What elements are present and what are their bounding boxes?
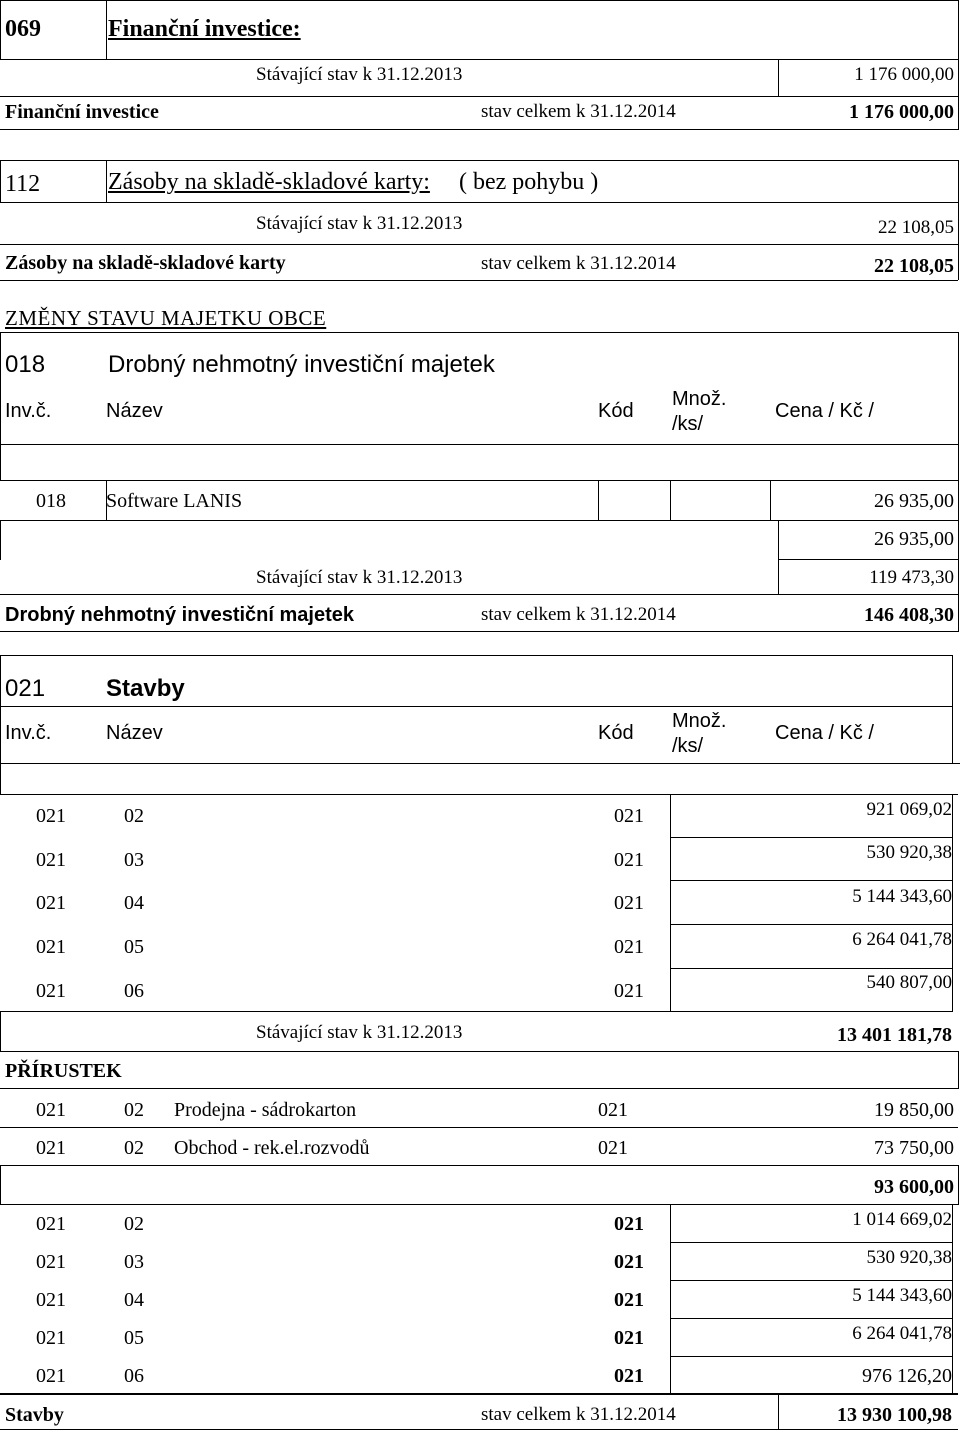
- row-inv: 021: [36, 849, 66, 871]
- row-kod: 021: [598, 1137, 628, 1159]
- prirustek-label: PŘÍRUSTEK: [5, 1060, 122, 1082]
- row-value: 976 126,20: [862, 1365, 952, 1387]
- header-kod: Kód: [598, 722, 634, 744]
- stav-2013-label: Stávající stav k 31.12.2013: [256, 1022, 463, 1043]
- header-mnoz: Množ.: [672, 710, 727, 732]
- stav-2013-value: 119 473,30: [869, 567, 954, 588]
- item-inv: 018: [36, 490, 66, 512]
- row-value: 6 264 041,78: [852, 1323, 952, 1344]
- stav-2013-value: 13 401 181,78: [837, 1024, 952, 1046]
- header-cena: Cena / Kč /: [775, 400, 874, 422]
- row-kod: 021: [614, 849, 644, 871]
- header-inv: Inv.č.: [5, 722, 52, 744]
- row-sub: 06: [124, 980, 144, 1002]
- row-kod: 021: [614, 1327, 644, 1349]
- row-name: Prodejna - sádrokarton: [174, 1099, 357, 1121]
- row-value: 921 069,02: [866, 799, 952, 820]
- row-inv: 021: [36, 1327, 66, 1349]
- row-name: Obchod - rek.el.rozvodů: [174, 1137, 370, 1159]
- total-label: Zásoby na skladě-skladové karty: [5, 252, 286, 274]
- row-sub: 02: [124, 1099, 144, 1121]
- header-inv: Inv.č.: [5, 400, 52, 422]
- row-kod: 021: [598, 1099, 628, 1121]
- total-value: 146 408,30: [864, 604, 954, 626]
- row-inv: 021: [36, 1099, 66, 1121]
- row-sub: 05: [124, 936, 144, 958]
- row-value: 530 920,38: [866, 1247, 952, 1268]
- row-sub: 03: [124, 1251, 144, 1273]
- row-kod: 021: [614, 1251, 644, 1273]
- row-sub: 06: [124, 1365, 144, 1387]
- row-inv: 021: [36, 892, 66, 914]
- row-sub: 02: [124, 1137, 144, 1159]
- row-inv: 021: [36, 1251, 66, 1273]
- total-value: 1 176 000,00: [849, 101, 954, 123]
- stav-2013-label: Stávající stav k 31.12.2013: [256, 567, 463, 588]
- section-code: 018: [5, 351, 46, 378]
- row-kod: 021: [614, 805, 644, 827]
- row-inv: 021: [36, 1137, 66, 1159]
- row-sub: 04: [124, 1289, 144, 1311]
- section-title: Stavby: [106, 675, 185, 702]
- row-inv: 021: [36, 980, 66, 1002]
- row-value: 5 144 343,60: [852, 1285, 952, 1306]
- row-value: 19 850,00: [874, 1099, 954, 1121]
- header-cena: Cena / Kč /: [775, 722, 874, 744]
- section-title: Zásoby na skladě-skladové karty:: [108, 169, 430, 195]
- section-code: 069: [5, 16, 41, 42]
- row-sub: 03: [124, 849, 144, 871]
- section-title: Finanční investice:: [108, 16, 301, 42]
- row-sub: 05: [124, 1327, 144, 1349]
- row-value: 540 807,00: [866, 972, 952, 993]
- row-value: 6 264 041,78: [852, 929, 952, 950]
- total-value: 13 930 100,98: [837, 1404, 952, 1426]
- row-inv: 021: [36, 1213, 66, 1235]
- row-kod: 021: [614, 1365, 644, 1387]
- header-mnoz: Množ.: [672, 388, 727, 410]
- row-value: 5 144 343,60: [852, 886, 952, 907]
- stav-2013-value: 1 176 000,00: [854, 64, 954, 85]
- row-kod: 021: [614, 936, 644, 958]
- row-kod: 021: [614, 1213, 644, 1235]
- item-name: Software LANIS: [106, 490, 243, 512]
- total-label: Drobný nehmotný investiční majetek: [5, 604, 354, 626]
- header-nazev: Název: [106, 400, 163, 422]
- stav-2013-label: Stávající stav k 31.12.2013: [256, 213, 463, 234]
- zmeny-heading: ZMĚNY STAVU MAJETKU OBCE: [5, 306, 327, 330]
- prirustek-total: 93 600,00: [874, 1176, 954, 1198]
- row-value: 1 014 669,02: [852, 1209, 952, 1230]
- stav-2013-label: Stávající stav k 31.12.2013: [256, 64, 463, 85]
- stav-2013-value: 22 108,05: [878, 217, 954, 238]
- total-sub: stav celkem k 31.12.2014: [481, 101, 676, 122]
- total-label: Finanční investice: [5, 101, 159, 123]
- total-value: 22 108,05: [874, 255, 954, 277]
- row-inv: 021: [36, 1289, 66, 1311]
- header-nazev: Název: [106, 722, 163, 744]
- total-sub: stav celkem k 31.12.2014: [481, 1404, 676, 1425]
- subtotal-value: 26 935,00: [874, 528, 954, 550]
- section-code: 021: [5, 675, 46, 702]
- row-kod: 021: [614, 980, 644, 1002]
- header-kod: Kód: [598, 400, 634, 422]
- row-sub: 02: [124, 1213, 144, 1235]
- total-label: Stavby: [5, 1404, 64, 1426]
- section-title: Drobný nehmotný investiční majetek: [108, 351, 495, 378]
- total-sub: stav celkem k 31.12.2014: [481, 253, 676, 274]
- row-kod: 021: [614, 1289, 644, 1311]
- row-kod: 021: [614, 892, 644, 914]
- section-code: 112: [5, 171, 41, 197]
- row-inv: 021: [36, 936, 66, 958]
- header-ks: /ks/: [672, 413, 704, 435]
- section-note: ( bez pohybu ): [459, 169, 599, 195]
- row-value: 73 750,00: [874, 1137, 954, 1159]
- row-sub: 04: [124, 892, 144, 914]
- row-sub: 02: [124, 805, 144, 827]
- header-ks: /ks/: [672, 735, 704, 757]
- row-inv: 021: [36, 805, 66, 827]
- total-sub: stav celkem k 31.12.2014: [481, 604, 676, 625]
- row-value: 530 920,38: [866, 842, 952, 863]
- row-inv: 021: [36, 1365, 66, 1387]
- item-value: 26 935,00: [874, 490, 954, 512]
